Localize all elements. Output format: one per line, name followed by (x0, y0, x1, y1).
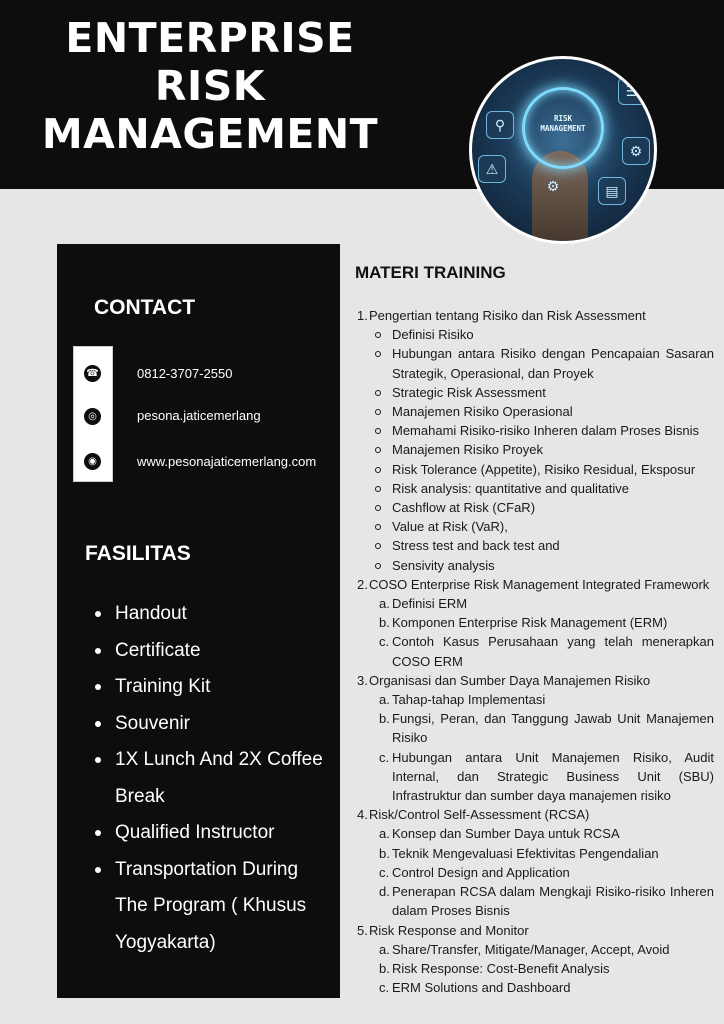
list-item (357, 402, 714, 421)
list-item (357, 556, 714, 575)
item-text: Hubungan antara Unit Manajemen Risiko, Audit Internal, dan Strategic Business Unit (SBU) Infrastruktur dan sumber daya manajemen risiko (392, 749, 714, 804)
item-text: Penerapan RCSA dalam Mengkaji Risiko-risiko Inheren dalam Proses Bisnis (392, 884, 714, 919)
item-text: Value at Risk (VaR), (392, 519, 508, 535)
section-number: 3. (357, 672, 368, 688)
globe-icon: ◉ (84, 453, 101, 470)
list-item (357, 383, 714, 402)
title-line: RISK (154, 62, 266, 110)
section-title: Risk Response and Monitor (369, 922, 529, 938)
list-item (357, 978, 714, 997)
item-text: Definisi Risiko (392, 327, 474, 343)
materi-section (357, 671, 714, 690)
section-title: COSO Enterprise Risk Management Integrated Framework (369, 576, 710, 592)
materi-section (357, 921, 714, 940)
list-item (357, 632, 714, 670)
list-item (357, 863, 714, 882)
item-text: Komponen Enterprise Risk Management (ERM) (392, 615, 668, 631)
list-item (357, 517, 714, 536)
item-text: Cashflow at Risk (CFaR) (392, 500, 536, 516)
fasilitas-list (93, 596, 333, 961)
materi-section (357, 306, 714, 325)
item-text: Risk Response: Cost-Benefit Analysis (392, 960, 610, 976)
circle-bullet-icon (375, 447, 381, 453)
list-item: 1X Lunch And 2X Coffee Break (93, 742, 333, 815)
list-item (357, 421, 714, 440)
item-letter: c. (379, 749, 390, 765)
list-item (357, 690, 714, 709)
magnifier-icon: ⚲ (486, 111, 514, 139)
hero-ring-text (525, 114, 601, 134)
item-text: Strategic Risk Assessment (392, 384, 546, 400)
list-item (357, 479, 714, 498)
list-item: Certificate (93, 633, 333, 670)
document-icon: ▤ (598, 177, 626, 205)
list-item (357, 748, 714, 806)
circle-bullet-icon (375, 543, 381, 549)
circle-bullet-icon (375, 351, 381, 357)
item-letter: c. (379, 980, 390, 996)
item-text: Fungsi, Peran, dan Tanggung Jawab Unit Manajemen Risiko (392, 711, 714, 746)
item-text: Risk analysis: quantitative and qualitative (392, 480, 630, 496)
gears-icon: ⚙ (546, 178, 560, 194)
item-letter: b. (379, 845, 390, 861)
page-title (20, 14, 400, 158)
section-number: 2. (357, 576, 368, 592)
list-item: Transportation During The Program ( Khusus Yogyakarta) (93, 852, 333, 962)
gear-icon: ⚙ (622, 137, 650, 165)
item-letter: c. (379, 634, 390, 650)
checklist-icon: ☰ (618, 77, 646, 105)
item-text: Tahap-tahap Implementasi (392, 692, 546, 708)
circle-bullet-icon (375, 390, 381, 396)
item-text: Control Design and Application (392, 864, 570, 880)
list-item (357, 460, 714, 479)
materi-section (357, 575, 714, 594)
list-item (357, 594, 714, 613)
item-letter: d. (379, 884, 390, 900)
circle-bullet-icon (375, 524, 381, 530)
list-item (357, 940, 714, 959)
section-title: Pengertian tentang Risiko dan Risk Assessment (369, 308, 646, 323)
item-text: Manajemen Risiko Operasional (392, 404, 573, 420)
item-letter: b. (379, 960, 390, 976)
title-line: ENTERPRISE (65, 14, 355, 62)
section-number: 5. (357, 922, 368, 938)
item-text: Contoh Kasus Perusahaan yang telah menerapkan COSO ERM (392, 634, 714, 669)
circle-bullet-icon (375, 505, 381, 511)
circle-bullet-icon (375, 467, 381, 473)
hero-text-line: RISK (553, 114, 573, 124)
contact-instagram[interactable]: pesona.jaticemerlang (137, 408, 261, 423)
contact-phone[interactable]: 0812-3707-2550 (137, 366, 233, 381)
list-item (357, 959, 714, 978)
list-item (357, 824, 714, 843)
list-item (357, 882, 714, 920)
section-title: Organisasi dan Sumber Daya Manajemen Risiko (369, 672, 651, 688)
item-letter: b. (379, 711, 390, 727)
hero-text-line: MANAGEMENT (540, 124, 586, 134)
hero-image (469, 56, 657, 244)
circle-bullet-icon (375, 563, 381, 569)
list-item (357, 498, 714, 517)
contact-website[interactable]: www.pesonajaticemerlang.com (137, 454, 317, 469)
item-text: Manajemen Risiko Proyek (392, 442, 544, 458)
item-letter: a. (379, 941, 390, 957)
list-item: Training Kit (93, 669, 333, 706)
phone-icon: ☎ (84, 365, 101, 382)
section-number: 1. (357, 308, 368, 323)
item-letter: a. (379, 692, 390, 708)
circle-bullet-icon (375, 486, 381, 492)
list-item (357, 536, 714, 555)
contact-heading: CONTACT (94, 296, 196, 319)
warning-icon: ⚠ (478, 155, 506, 183)
list-item: Souvenir (93, 706, 333, 743)
item-text: Konsep dan Sumber Daya untuk RCSA (392, 826, 620, 842)
item-text: Definisi ERM (392, 596, 468, 612)
list-item (357, 844, 714, 863)
item-letter: c. (379, 864, 390, 880)
item-text: Share/Transfer, Mitigate/Manager, Accept, Avoid (392, 941, 670, 957)
list-item (357, 440, 714, 459)
item-letter: b. (379, 615, 390, 631)
item-text: Memahami Risiko-risiko Inheren dalam Proses Bisnis (392, 423, 700, 439)
circle-bullet-icon (375, 409, 381, 415)
item-text: Teknik Mengevaluasi Efektivitas Pengendalian (392, 845, 659, 861)
section-title: Risk/Control Self-Assessment (RCSA) (369, 807, 590, 823)
item-text: ERM Solutions and Dashboard (392, 980, 571, 996)
list-item: Handout (93, 596, 333, 633)
item-text: Stress test and back test and (392, 538, 560, 554)
instagram-icon: ◎ (84, 408, 101, 425)
fasilitas-heading: FASILITAS (85, 542, 191, 565)
materi-section (357, 805, 714, 824)
materi-outline (357, 306, 714, 997)
materi-heading: MATERI TRAINING (355, 263, 506, 282)
list-item (357, 325, 714, 344)
item-letter: a. (379, 826, 390, 842)
item-letter: a. (379, 596, 390, 612)
title-line: MANAGEMENT (41, 110, 379, 158)
list-item: Qualified Instructor (93, 815, 333, 852)
list-item (357, 613, 714, 632)
section-number: 4. (357, 807, 368, 823)
item-text: Hubungan antara Risiko dengan Pencapaian Sasaran Strategik, Operasional, dan Proyek (392, 346, 714, 381)
list-item (357, 709, 714, 747)
risk-management-ring (522, 87, 604, 169)
item-text: Sensivity analysis (392, 557, 495, 573)
item-text: Risk Tolerance (Appetite), Risiko Residual, Eksposur (392, 461, 696, 477)
list-item (357, 344, 714, 382)
circle-bullet-icon (375, 332, 381, 338)
circle-bullet-icon (375, 428, 381, 434)
